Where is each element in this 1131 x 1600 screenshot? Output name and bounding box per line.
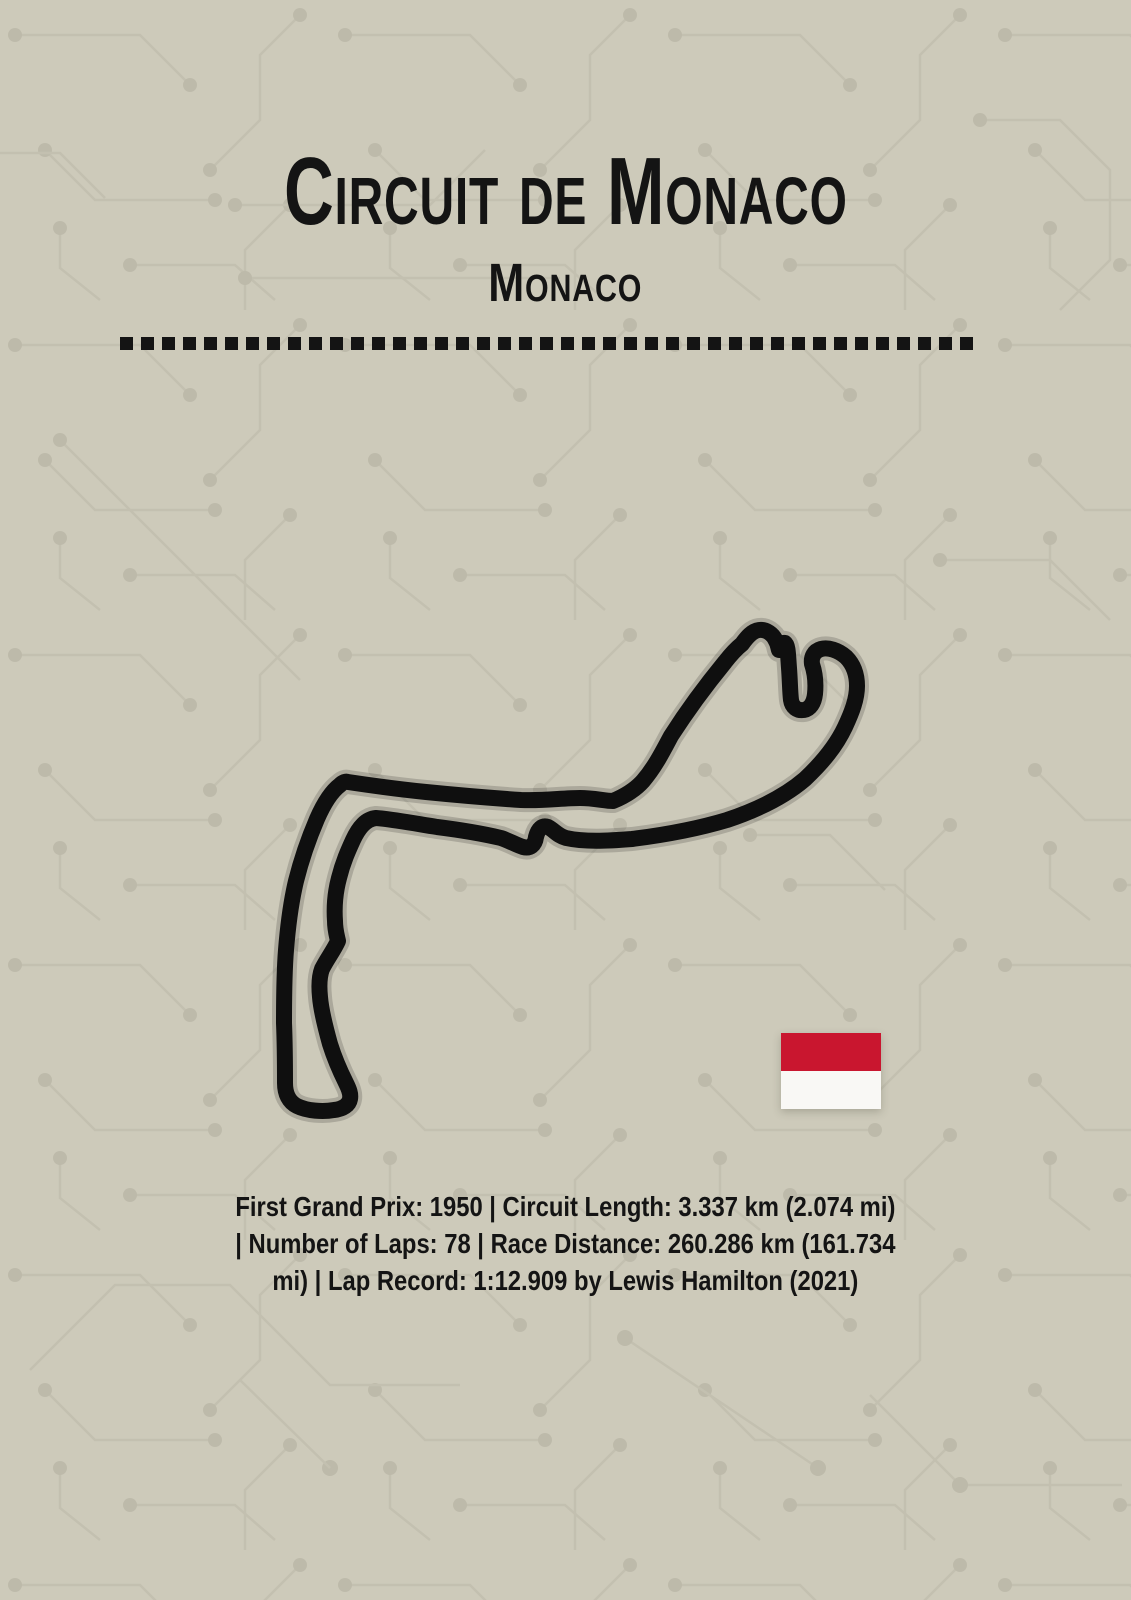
monaco-flag (781, 1033, 881, 1109)
flag-white-stripe (781, 1071, 881, 1109)
flag-red-stripe (781, 1033, 881, 1071)
stats-block (0, 1188, 1131, 1299)
poster-title: Circuit de Monaco (283, 138, 848, 246)
stats-line-2: | Number of Laps: 78 | Race Distance: 260.286 km (161.734 (235, 1228, 896, 1259)
subtitle-block (0, 253, 1131, 313)
stats-text (235, 1188, 895, 1299)
poster-subtitle: Monaco (488, 253, 643, 313)
stats-line-3: mi) | Lap Record: 1:12.909 by Lewis Hamilton (2021) (272, 1265, 859, 1296)
stats-line-1: First Grand Prix: 1950 | Circuit Length: 3.337 km (2.074 mi) (235, 1191, 896, 1222)
title-block (0, 138, 1131, 246)
dotted-divider (120, 337, 976, 350)
